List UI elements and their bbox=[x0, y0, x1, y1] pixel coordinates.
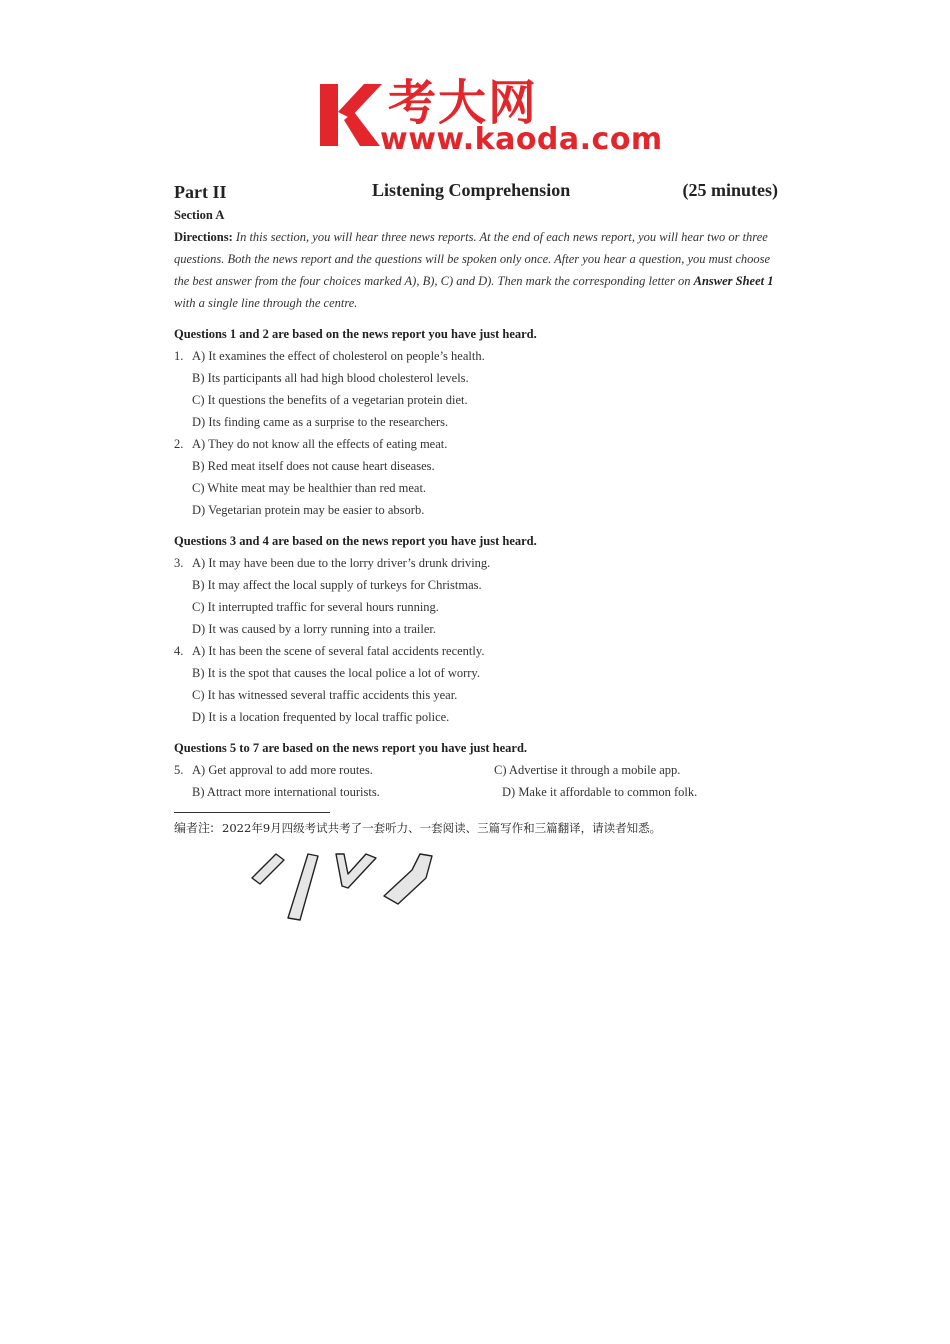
option-2d: D) Vegetarian protein may be easier to absorb. bbox=[192, 503, 425, 517]
question-group-heading: Questions 1 and 2 are based on the news report you have just heard. bbox=[174, 327, 537, 341]
logo-chinese-text: 考大网 bbox=[388, 75, 539, 131]
option-1a: 1. A) It examines the effect of cholesterol on people’s health. bbox=[174, 345, 778, 367]
question-number: 3. bbox=[174, 556, 184, 570]
question-number: 4. bbox=[174, 644, 184, 658]
editor-note-text: 2022年9月四级考试共考了一套听力、一套阅读、三篇写作和三篇翻译，请读者知悉。 bbox=[222, 821, 662, 835]
option-3a: 3. A) It may have been due to the lorry driver’s drunk driving. bbox=[174, 552, 778, 574]
option-row-5b-5d bbox=[174, 781, 778, 803]
option-4c: C) It has witnessed several traffic accidents this year. bbox=[192, 688, 458, 702]
directions-text: In this section, you will hear three news reports. At the end of each news report, you will hear two or three questions. Both the news report and the questions will be spoken only once. After you hear a question, you must choose the best answer from the four choices marked A), B), C) and D). Then mark the corresponding letter on bbox=[174, 230, 771, 288]
option-3d: D) It was caused by a lorry running into a trailer. bbox=[192, 622, 437, 636]
editor-note-label: 编者注: bbox=[174, 821, 215, 835]
option-1d: D) Its finding came as a surprise to the researchers. bbox=[192, 415, 449, 429]
part-title: Listening Comprehension bbox=[372, 180, 571, 200]
option-2c: C) White meat may be healthier than red meat. bbox=[192, 481, 427, 495]
time-limit: (25 minutes) bbox=[682, 180, 778, 200]
option-3b: B) It may affect the local supply of turkeys for Christmas. bbox=[192, 578, 482, 592]
answer-sheet-ref: Answer Sheet 1 bbox=[693, 274, 774, 288]
kaoda-logo bbox=[318, 72, 663, 162]
option-5c: C) Advertise it through a mobile app. bbox=[494, 763, 681, 777]
option-5d: D) Make it affordable to common folk. bbox=[502, 785, 698, 799]
question-group-heading: Questions 5 to 7 are based on the news report you have just heard. bbox=[174, 741, 528, 755]
option-4d: D) It is a location frequented by local traffic police. bbox=[192, 710, 450, 724]
footnote-rule bbox=[174, 812, 330, 813]
logo-url-text: www.kaoda.com bbox=[380, 122, 663, 157]
k-logo-icon bbox=[318, 82, 382, 148]
editor-note bbox=[174, 819, 661, 836]
option-3c: C) It interrupted traffic for several hours running. bbox=[192, 600, 439, 614]
option-4a: 4. A) It has been the scene of several fatal accidents recently. bbox=[174, 640, 778, 662]
directions bbox=[174, 226, 778, 314]
part-label: Part II bbox=[174, 182, 227, 202]
question-number: 5. bbox=[174, 763, 184, 777]
option-1b: B) Its participants all had high blood cholesterol levels. bbox=[192, 371, 469, 385]
option-2b: B) Red meat itself does not cause heart diseases. bbox=[192, 459, 435, 473]
directions-text-end: with a single line through the centre. bbox=[174, 296, 358, 310]
document-body bbox=[174, 180, 778, 803]
section-label: Section A bbox=[174, 208, 225, 222]
watermark-icon bbox=[248, 852, 438, 924]
part-header bbox=[174, 180, 778, 206]
option-1c: C) It questions the benefits of a vegetarian protein diet. bbox=[192, 393, 468, 407]
question-number: 2. bbox=[174, 437, 184, 451]
directions-label: Directions: bbox=[174, 230, 233, 244]
option-5b: B) Attract more international tourists. bbox=[192, 785, 380, 799]
option-4b: B) It is the spot that causes the local police a lot of worry. bbox=[192, 666, 481, 680]
option-row-5a-5c bbox=[174, 759, 778, 781]
question-group-heading: Questions 3 and 4 are based on the news report you have just heard. bbox=[174, 534, 537, 548]
question-number: 1. bbox=[174, 349, 184, 363]
option-2a: 2. A) They do not know all the effects of eating meat. bbox=[174, 433, 778, 455]
option-5a: 5. A) Get approval to add more routes. bbox=[174, 759, 373, 781]
